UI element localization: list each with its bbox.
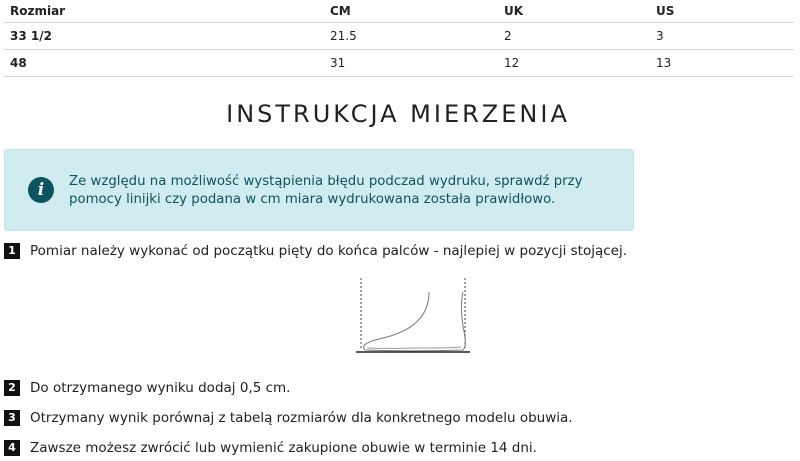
step-2 <box>4 380 290 396</box>
step-1 <box>4 243 627 259</box>
table-cell: 33 1/2 <box>4 22 324 49</box>
size-table <box>4 0 794 77</box>
page-title: INSTRUKCJA MIERZENIA <box>226 100 570 128</box>
step-number-badge: 3 <box>4 410 20 426</box>
table-cell: 31 <box>324 49 498 76</box>
step-number-badge: 1 <box>4 243 20 259</box>
table-cell: 12 <box>498 49 650 76</box>
table-header-row <box>4 0 794 22</box>
table-row <box>4 49 794 76</box>
column-header: Rozmiar <box>4 0 324 22</box>
table-row <box>4 22 794 49</box>
table-cell: 3 <box>650 22 794 49</box>
step-number-badge: 2 <box>4 380 20 396</box>
step-text: Otrzymany wynik porównaj z tabelą rozmiarów dla konkretnego modelu obuwia. <box>30 410 573 426</box>
table-cell: 13 <box>650 49 794 76</box>
step-3 <box>4 410 573 426</box>
table-cell: 2 <box>498 22 650 49</box>
step-text: Pomiar należy wykonać od początku pięty do końca palców - najlepiej w pozycji stojącej. <box>30 243 627 259</box>
foot-measurement-icon <box>353 276 473 356</box>
step-text: Do otrzymanego wyniku dodaj 0,5 cm. <box>30 380 291 396</box>
column-header: UK <box>498 0 650 22</box>
info-alert <box>4 149 634 231</box>
info-alert-text: Ze względu na możliwość wystąpienia błędu podczad wydruku, sprawdź przy pomocy linijki czy podana w cm miara wydrukowana została prawidłowo. <box>69 174 583 207</box>
step-number-badge: 4 <box>4 440 20 456</box>
column-header: US <box>650 0 794 22</box>
step-4 <box>4 440 537 456</box>
step-text: Zawsze możesz zwrócić lub wymienić zakupione obuwie w terminie 14 dni. <box>30 440 537 456</box>
table-cell: 21.5 <box>324 22 498 49</box>
table-cell: 48 <box>4 49 324 76</box>
info-circle-icon: i <box>28 177 54 203</box>
column-header: CM <box>324 0 498 22</box>
